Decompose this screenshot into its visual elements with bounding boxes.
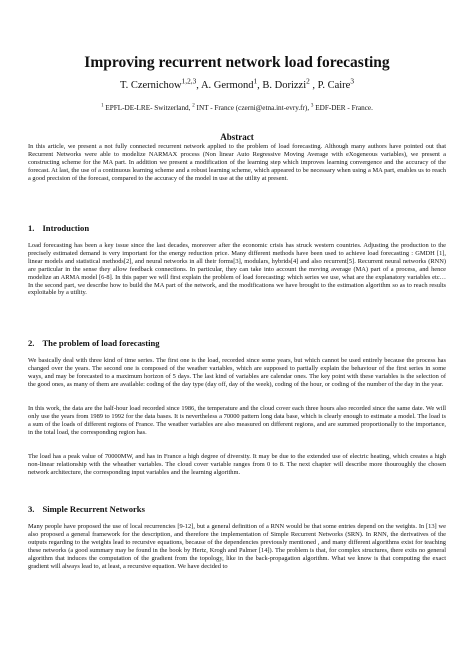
section-title: Simple Recurrent Networks [42,504,145,514]
section-heading-srn [28,504,145,514]
section-number: 2. [28,338,35,348]
section-number: 3. [28,504,35,514]
paper-title: Improving recurrent network load forecasting [84,54,390,71]
section-title: The problem of load forecasting [42,338,160,348]
problem-paragraph-1: We basically deal with three kind of time series. The first one is the load, recorded since some years, but which cannot be used entirely because the process has changed over the years. The second one is composed of the weather variables, which are supposed to partially explain the behaviour of the first series in some ways, and may be forecasted to a maximum horizon of 5 days. The last kind of variables are calendar ones. The key point with these variables is the selection of the good ones, as many of them are available: coding of the day type (day off, day of the week), coding of the hour, or coding of the number of the day in the year. [28,357,446,388]
section-heading-introduction [28,223,89,233]
section-title: Introduction [42,223,90,233]
abstract-heading: Abstract [220,132,254,142]
problem-paragraph-3: The load has a peak value of 70000MW, and has in France a high degree of diversity. It may be due to the extended use of electric heating, which creates a high non-linear relationship with the wheather variables. The cloud cover variable ranges from 0 to 8. The next chapter will describe more thouroughly the chosen network architecture, the corresponding input variables and the learning algorithm. [28,453,446,476]
section-heading-problem [28,338,160,348]
affiliations: $^1$ EPFL-DE-LRE- Switzerland, $^2$ INT - France (czerni@etna.int-evry.fr), $^3$ EDF-DER - France. [101,103,373,112]
section-number: 1. [28,223,35,233]
abstract-text: In this article, we present a not fully connected recurrent network applied to the problem of load forecasting. Although many authors have pointed out that Recurrent Networks were able to modelize NARMAX process (Non linear Auto Regressive Moving Average with eXogeneous variables), we present a constructing scheme for the MA part. In addition we present a modification of the learning step which improves learning convergence and the accuracy of the forecast. At last, the use of a continuous learning scheme and a robust learning scheme, which appeared to be necessary when using a MA part, enables us to reach a good precision of the forecast, compared to the accuracy of the model in use at the utility at present. [28,143,446,182]
introduction-paragraph: Load forecasting has been a key issue since the last decades, moreover after the economic crisis has struck western countries. Adjusting the production to the precisely estimated demand is very important for the energy reduction price. Many different methods have been used to achieve load forecasting : GMDH [1], linear models and statistical methods[2], and neural networks in all their forms[3], modulars, hybrids[4] and also recurrent[5]. Recurrent neural networks (RNN) are particular in the sense they allow feedback connections. In particular, they can take into account the moving average (MA) part of a process, and hence modelize an ARMA model [6-8]. In this paper we will first explain the problem of load forecasting: which series we use, what are the explanatory variables etc… In the second part, we describe how to build the MA part of the network, and the modifications we have brought to the estimation algorithm so as to reach results exploitable by a utility. [28,242,446,297]
srn-paragraph: Many people have proposed the use of local recurrencies [9-12], but a general definition of a RNN would be that some entries depend on the weights. In [13] we also proposed a general framework for the description, and therefore the implementation of Simple Recurrent Networks (SRN). In RNN, the derivatives of the outputs regarding to the weights lead to recursive equations, because of the dependencies previously mentioned , and many different algorithms exist for teaching these networks (a good summary may be found in the book by Hertz, Krogh and Palmer [14]). The problem is that, for complex structures, there exits no general algorithm that induces the computation of the gradient from the topology, like in the back-propagation algorithm. What we know is that computing the exact gradient will always lead to, at least, a recursive equation. We have decided to [28,523,446,570]
author-list: T. Czernichow$^{1,2,3}$, A. Germond$^1$, B. Dorizzi$^2$ , P. Caire$^3$ [119,76,355,91]
problem-paragraph-2: In this work, the data are the half-hour load recorded since 1986, the temperature and the cloud cover each three hours also recorded since the same date. We will only use the years from 1989 to 1992 for the data bases. It is nevertheless a 70000 pattern long data base, which is clearly enough to estimate a model. The load is a sum of the loads of different regions of France. The weather variables are also measured on different regions, and are summed proportionally to the importance, in the total load, the corresponding region has. [28,405,446,436]
